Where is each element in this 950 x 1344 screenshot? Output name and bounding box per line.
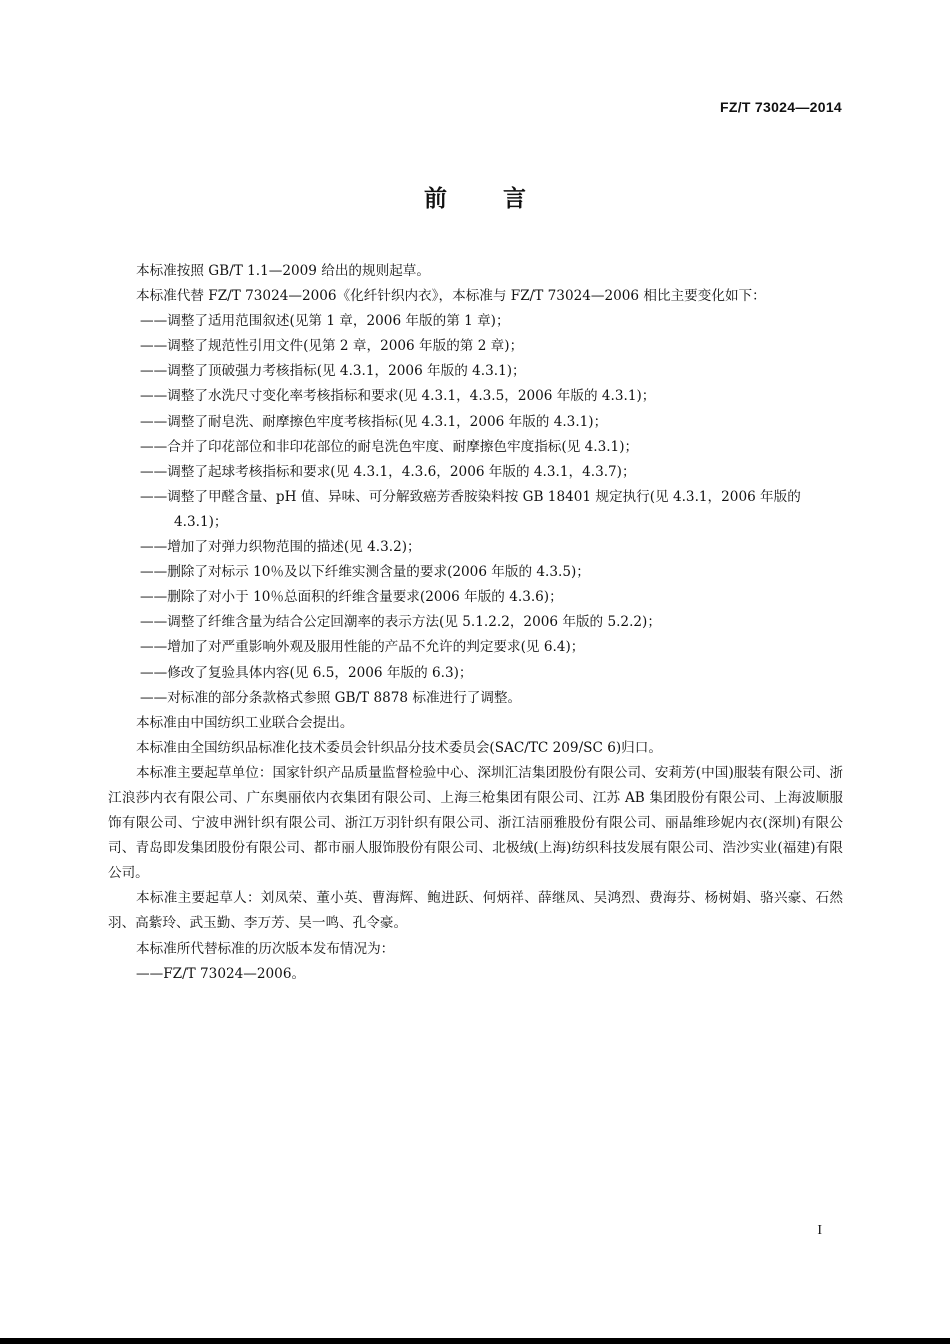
paragraph-drafters: 本标准主要起草人：刘凤荣、董小英、曹海辉、鲍进跃、何炳祥、薛继凤、吴鸿烈、费海芬、杨树娟、骆兴豪、石然羽、高紫玲、武玉勤、李万芳、吴一鸣、孔令豪。 [108, 890, 843, 932]
change-item: ——增加了对严重影响外观及服用性能的产品不允许的判定要求(见 6.4)； [140, 639, 585, 656]
change-item: ——调整了顶破强力考核指标(见 4.3.1，2006 年版的 4.3.1)； [140, 363, 526, 380]
change-item: ——调整了甲醛含量、pH 值、异味、可分解致癌芳香胺染料按 GB 18401 规定执行(见 4.3.1，2006 年版的 4.3.1)； [140, 488, 801, 530]
change-item: ——调整了水洗尺寸变化率考核指标和要求(见 4.3.1，4.3.5，2006 年版的 4.3.1)； [140, 388, 656, 405]
change-item: ——增加了对弹力织物范围的描述(见 4.3.2)； [140, 539, 421, 556]
change-item: ——删除了对标示 10％及以下纤维实测含量的要求(2006 年版的 4.3.5)； [140, 564, 590, 581]
paragraph-drafting-units: 本标准主要起草单位：国家针织产品质量监督检验中心、深圳汇洁集团股份有限公司、安莉芳(中国)服装有限公司、浙江浪莎内衣有限公司、广东奥丽依内衣集团有限公司、上海三枪集团有限公司、江苏 AB 集团股份有限公司、上海波顺服饰有限公司、宁波申洲针织有限公司、浙江万羽针织有限公司、浙江洁丽雅股份有限公司、丽晶维珍妮内衣(深圳)有限公司、青岛即发集团股份有限公司、都市丽人服饰股份有限公司、北极绒(上海)纺织科技发展有限公司、浩沙实业(福建)有限公司。 [108, 764, 843, 882]
foreword-body [108, 259, 843, 987]
title-char-1: 前 [424, 186, 447, 212]
paragraph-drafting-rules: 本标准按照 GB/T 1.1—2009 给出的规则起草。 [136, 263, 430, 279]
paragraph-proposed-by: 本标准由中国纺织工业联合会提出。 [136, 714, 354, 731]
paragraph-replaces: 本标准代替 FZ/T 73024—2006《化纤针织内衣》，本标准与 FZ/T 73024—2006 相比主要变化如下： [136, 288, 766, 305]
bottom-border [0, 1338, 950, 1344]
change-item: ——合并了印花部位和非印花部位的耐皂洗色牢度、耐摩擦色牢度指标(见 4.3.1)； [140, 438, 639, 455]
change-item: ——调整了规范性引用文件(见第 2 章，2006 年版的第 2 章)； [140, 338, 524, 355]
change-item: ——删除了对小于 10％总面积的纤维含量要求(2006 年版的 4.3.6)； [140, 589, 563, 606]
standard-code: FZ/T 73024—2014 [719, 99, 842, 115]
change-item: ——修改了复验具体内容(见 6.5，2006 年版的 6.3)； [140, 664, 473, 681]
paragraph-history-intro: 本标准所代替标准的历次版本发布情况为： [136, 940, 395, 957]
change-item: ——调整了起球考核指标和要求(见 4.3.1，4.3.6，2006 年版的 4.3.1，4.3.7)； [140, 463, 636, 480]
history-item: ——FZ/T 73024—2006。 [136, 965, 306, 982]
change-item: ——对标准的部分条款格式参照 GB/T 8878 标准进行了调整。 [140, 689, 522, 706]
page-title [0, 180, 950, 213]
change-item: ——调整了耐皂洗、耐摩擦色牢度考核指标(见 4.3.1，2006 年版的 4.3.1)； [140, 413, 608, 430]
change-item: ——调整了适用范围叙述(见第 1 章，2006 年版的第 1 章)； [140, 313, 510, 330]
change-item: ——调整了纤维含量为结合公定回潮率的表示方法(见 5.1.2.2，2006 年版的 5.2.2)； [140, 614, 661, 631]
page-number: I [817, 1223, 822, 1238]
title-char-2: 言 [503, 186, 526, 212]
paragraph-under-jurisdiction: 本标准由全国纺织品标准化技术委员会针织品分技术委员会(SAC/TC 209/SC 6)归口。 [136, 739, 662, 756]
